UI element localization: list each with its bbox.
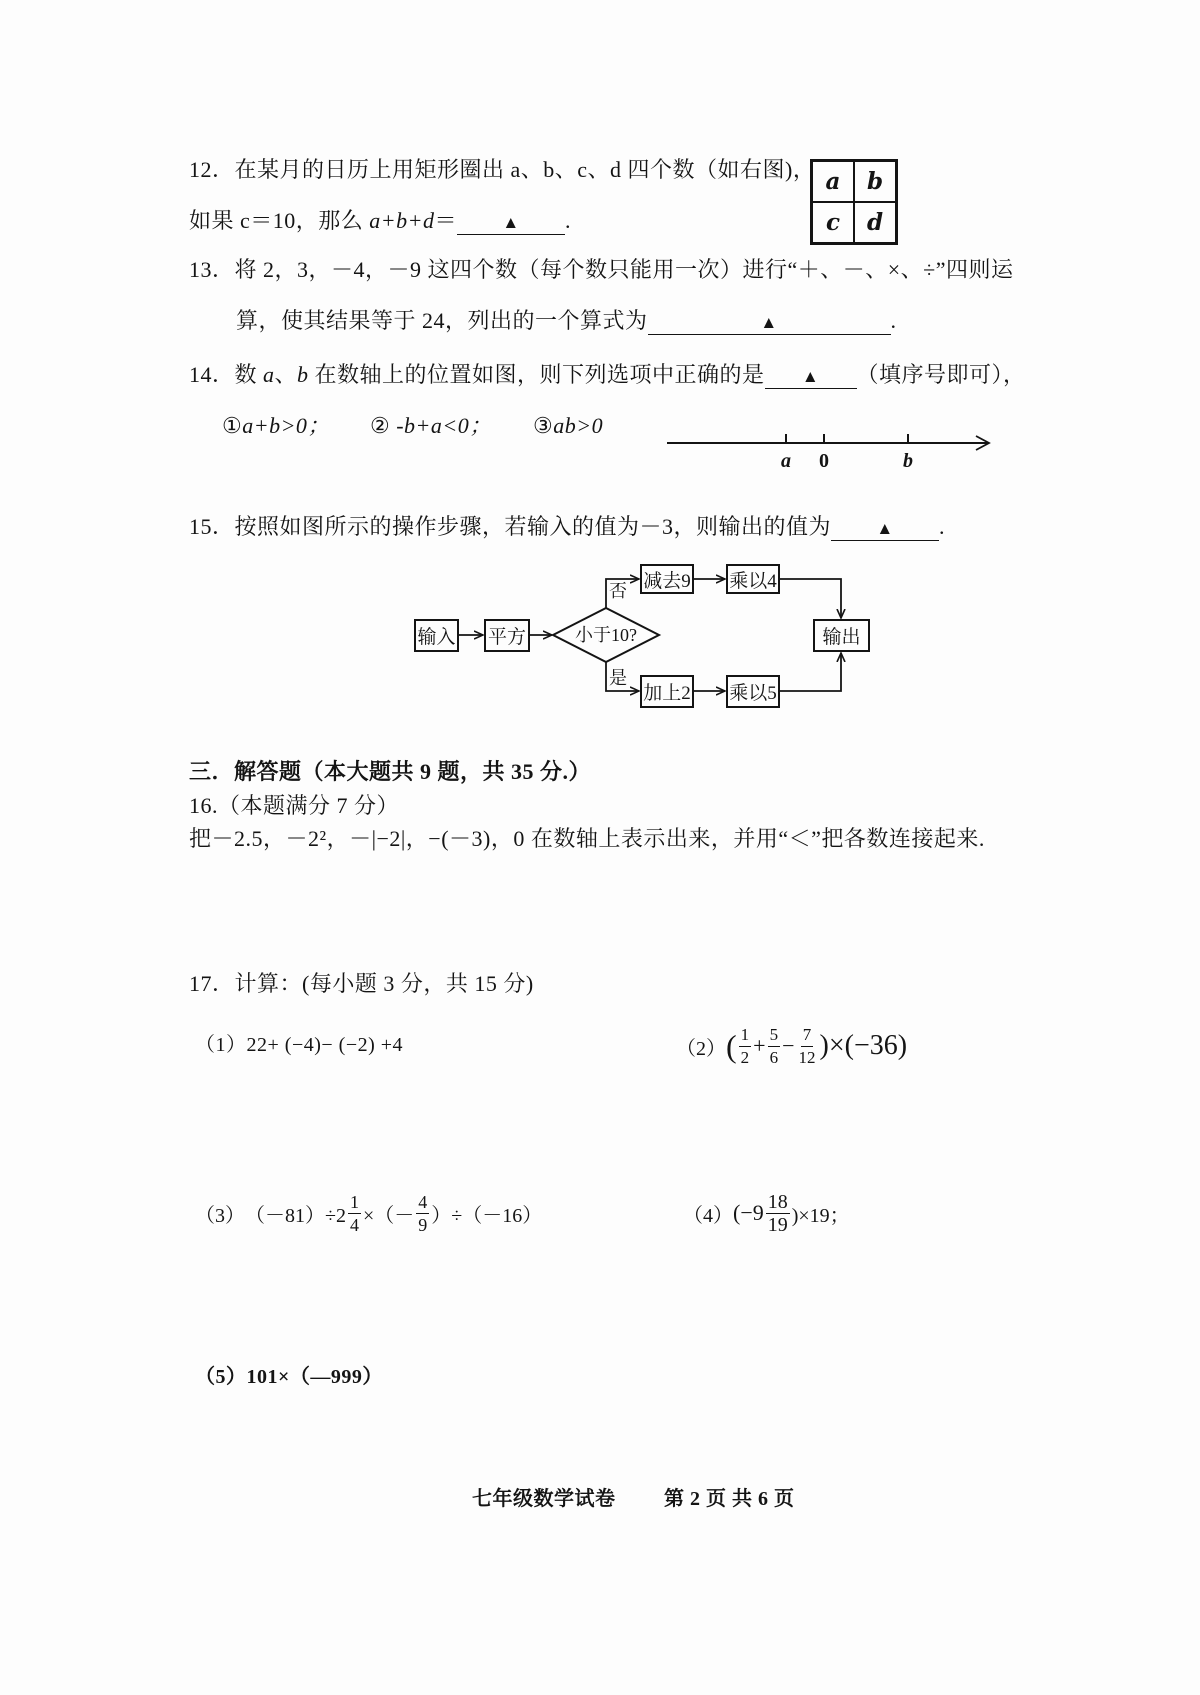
q12-expression: a+b+d	[369, 208, 435, 233]
flow-square-box: 平方	[484, 619, 530, 652]
q17-part3-post: ）÷（－16）	[431, 1204, 543, 1227]
q15-text: 15．按照如图所示的操作步骤，若输入的值为－3，则输出的值为	[189, 514, 832, 539]
section3-title: 三．解答题（本大题共 9 题，共 35 分.）	[189, 759, 592, 784]
calendar-cell-b: b	[854, 161, 896, 202]
q13-answer-blank: ▲	[648, 312, 891, 335]
q17-part2-fraction2	[768, 1024, 781, 1069]
q17-part3-pre: （－81）÷2	[245, 1204, 346, 1227]
q13-line2-end: .	[890, 308, 897, 333]
footer-title: 七年级数学试卷	[472, 1488, 616, 1510]
fraction-denominator: 2	[740, 1047, 750, 1067]
q12-line2-end: .	[564, 208, 571, 233]
q14-option-2-expr: -b+a<0；	[396, 413, 492, 438]
q14-text: 在数轴上的位置如图，则下列选项中正确的是	[308, 362, 765, 387]
fraction-denominator: 6	[769, 1047, 779, 1067]
q15-end: .	[939, 514, 946, 539]
q15-answer-blank: ▲	[831, 518, 939, 541]
fraction-numerator: 4	[418, 1191, 428, 1212]
q17-part3-mid: ×（－	[362, 1204, 415, 1227]
q14-answer-blank: ▲	[765, 366, 857, 389]
calendar-cell-c: c	[812, 202, 854, 243]
q14-sep: 、	[274, 362, 298, 387]
q13-line1: 13．将 2，3，－4，－9 这四个数（每个数只能用一次）进行“＋、－、×、÷”四则运	[189, 257, 1014, 282]
q14-option-1	[222, 413, 330, 439]
q12-line2-prefix: 如果 c＝10，那么	[189, 208, 370, 233]
flow-multiply4-box: 乘以4	[726, 564, 780, 594]
calendar-cell-a: a	[812, 161, 854, 202]
flow-multiply5-box: 乘以5	[726, 675, 780, 708]
q17-part3-fraction2	[416, 1191, 429, 1236]
q17-part4-post: )×19；	[791, 1204, 850, 1227]
q17-part2-close: )×(−36)	[819, 1030, 908, 1061]
q17-part2-label: （2）	[676, 1037, 726, 1060]
q14-var-a: a	[263, 362, 275, 387]
q17-header: 17．计算：(每小题 3 分，共 15 分)	[189, 971, 534, 996]
q14-option-2	[370, 413, 492, 439]
fraction-numerator: 18	[767, 1190, 788, 1213]
flow-condition-label: 小于10?	[575, 625, 637, 645]
flow-subtract9-box: 减去9	[640, 564, 694, 594]
flow-no-label: 否	[609, 581, 627, 601]
q17-part3-label: （3）	[195, 1204, 245, 1227]
q17-part4-fraction	[766, 1191, 790, 1236]
q17-part5: （5）101×（—999）	[195, 1366, 383, 1388]
q14-option-3-expr: ab>0	[553, 413, 604, 438]
q16-header: 16.（本题满分 7 分）	[189, 793, 400, 818]
q17-part1: （1）22+ (−4)− (−2) +4	[195, 1034, 404, 1056]
flow-output-box: 输出	[813, 619, 870, 652]
q14-option-3-marker: ③	[533, 413, 554, 438]
q14-option-2-marker: ②	[370, 413, 397, 438]
q17-part3-fraction1	[348, 1191, 361, 1236]
q12-equals: ＝	[434, 208, 457, 233]
q14-option-1-expr: a+b>0；	[242, 413, 330, 438]
q17-part2-fraction3	[797, 1024, 818, 1069]
q14-var-b: b	[297, 362, 309, 387]
q14-line1	[189, 362, 1026, 389]
fraction-numerator: 5	[768, 1024, 781, 1047]
arrow-multiply4-to-output	[780, 579, 841, 618]
number-line-label-b: b	[903, 450, 913, 472]
q15-line	[189, 514, 945, 541]
fraction-numerator: 1	[349, 1191, 359, 1212]
arrow-multiply5-to-output	[780, 653, 841, 691]
q12-line2	[189, 208, 571, 235]
q17-part3	[195, 1185, 542, 1241]
fraction-denominator: 9	[418, 1214, 428, 1235]
q14-prefix: 14．数	[189, 362, 264, 387]
q13-line2	[236, 308, 897, 335]
fraction-denominator: 12	[798, 1047, 816, 1067]
flow-add2-box: 加上2	[640, 675, 694, 708]
q12-answer-blank: ▲	[457, 212, 565, 235]
flow-input-box: 输入	[414, 619, 459, 652]
calendar-cell-d: d	[854, 202, 896, 243]
q17-part2-plus: +	[753, 1033, 766, 1058]
fraction-numerator: 7	[801, 1024, 814, 1047]
number-line-label-zero: 0	[819, 450, 829, 472]
footer-page-number: 第 2 页 共 6 页	[664, 1488, 795, 1510]
q14-option-1-marker: ①	[222, 413, 243, 438]
q16-body: 把－2.5，－2²，－|−2|，−(－3)，0 在数轴上表示出来，并用“＜”把各数连接起来.	[189, 826, 985, 851]
q13-line2-prefix: 算，使其结果等于 24，列出的一个算式为	[236, 308, 648, 333]
calendar-grid	[810, 159, 898, 245]
q17-part4-label: （4）	[683, 1204, 733, 1227]
number-line-label-a: a	[781, 450, 791, 472]
q14-option-3	[533, 413, 603, 439]
q17-part4-pre: (−9	[733, 1200, 764, 1225]
number-line	[660, 425, 1000, 475]
q17-part4	[683, 1185, 850, 1241]
q17-part2-fraction1	[739, 1024, 752, 1069]
q17-part2	[676, 1018, 907, 1074]
q12-line1: 12．在某月的日历上用矩形圈出 a、b、c、d 四个数（如右图)，	[189, 157, 816, 182]
q17-part2-minus: −	[782, 1033, 795, 1058]
q14-suffix: （填序号即可），	[856, 362, 1026, 387]
fraction-numerator: 1	[739, 1024, 752, 1047]
q17-part2-open-paren: (	[726, 1027, 737, 1064]
fraction-denominator: 4	[349, 1214, 359, 1235]
flow-yes-label: 是	[609, 668, 627, 688]
fraction-denominator: 19	[767, 1213, 788, 1236]
